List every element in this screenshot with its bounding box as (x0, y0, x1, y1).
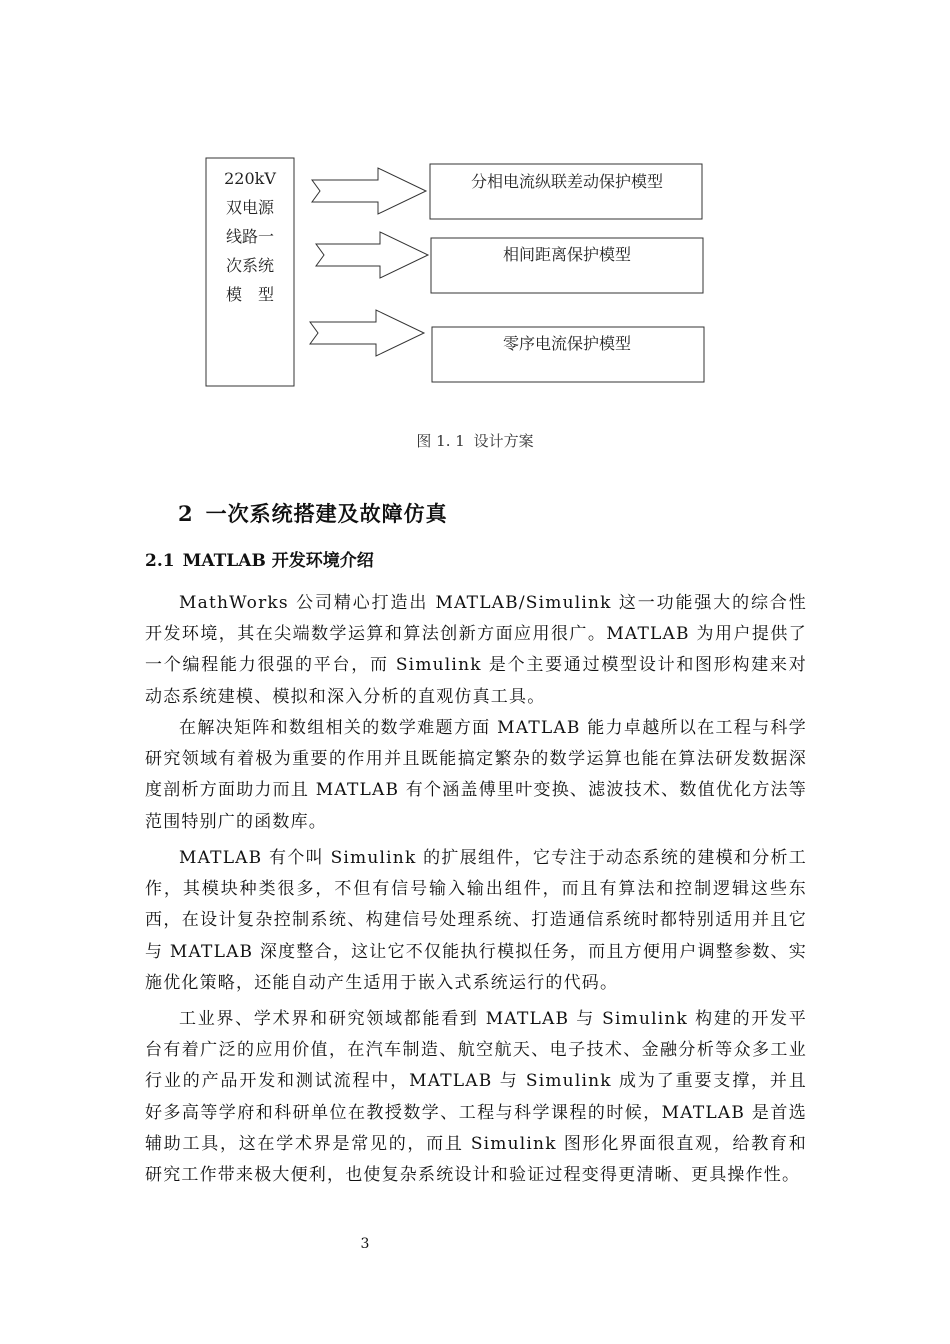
section-heading (178, 498, 448, 528)
paragraph-1: MathWorks 公司精心打造出 MATLAB/Simulink 这一功能强大的综合性开发环境，其在尖端数学运算和算法创新方面应用很广。MATLAB 为用户提供了一个编程能力很强的平台，而 Simulink 是个主要通过模型设计和图形构建来对动态系统建模、模拟和深入分析的直观仿真工具。 (145, 593, 807, 707)
section-title: 一次系统搭建及故障仿真 (205, 501, 448, 526)
source-box-line-2: 双电源 (225, 198, 275, 217)
figure-caption (0, 430, 950, 451)
source-box-line-5: 模 型 (225, 285, 275, 304)
subsection-heading (145, 546, 374, 571)
source-box-line-1: 220kV (224, 169, 276, 188)
arrow-right-icon (316, 232, 428, 278)
figure-caption-text: 设计方案 (473, 432, 534, 450)
paragraph-4: 工业界、学术界和研究领域都能看到 MATLAB 与 Simulink 构建的开发平台有着广泛的应用价值，在汽车制造、航空航天、电子技术、金融分析等众多工业行业的产品开发和测试流程中，MATLAB 与 Simulink 成为了重要支撑，并且好多高等学府和科研单位在教授数学、工程与科学课程的时候，MATLAB 是首选辅助工具，这在学术界是常见的，而且 Simulink 图形化界面很直观，给教育和研究工作带来极大便利，也使复杂系统设计和验证过程变得更清晰、更具操作性。 (145, 1009, 807, 1186)
target-box-label-2: 相间距离保护模型 (502, 245, 632, 264)
section-number: 2 (178, 501, 194, 526)
paragraph-3: MATLAB 有个叫 Simulink 的扩展组件，它专注于动态系统的建模和分析工作，其模块种类很多，不但有信号输入输出组件，而且有算法和控制逻辑这些东西，在设计复杂控制系统、构建信号处理系统、打造通信系统时都特别适用并且它与 MATLAB 深度整合，这让它不仅能执行模拟任务，而且方便用户调整参数、实施优化策略，还能自动产生适用于嵌入式系统运行的代码。 (145, 848, 807, 993)
source-box-line-4: 次系统 (225, 256, 275, 275)
target-box-label-3: 零序电流保护模型 (502, 334, 632, 353)
figure-caption-label: 图 1. 1 (416, 432, 465, 450)
arrow-right-icon (312, 168, 426, 214)
paragraph-2: 在解决矩阵和数组相关的数学难题方面 MATLAB 能力卓越所以在工程与科学研究领域有着极为重要的作用并且既能搞定繁杂的数学运算也能在算法研发数据深度剖析方面助力而且 MATLAB 有个涵盖傅里叶变换、滤波技术、数值优化方法等范围特别广的函数库。 (145, 718, 807, 832)
design-scheme-diagram (0, 0, 950, 400)
subsection-number: 2.1 (145, 551, 175, 571)
arrow-right-icon (310, 310, 424, 356)
source-box-line-3: 线路一 (225, 227, 275, 246)
subsection-title: MATLAB 开发环境介绍 (182, 551, 374, 571)
page-number: 3 (360, 1236, 370, 1252)
target-box-label-1: 分相电流纵联差动保护模型 (470, 172, 664, 191)
